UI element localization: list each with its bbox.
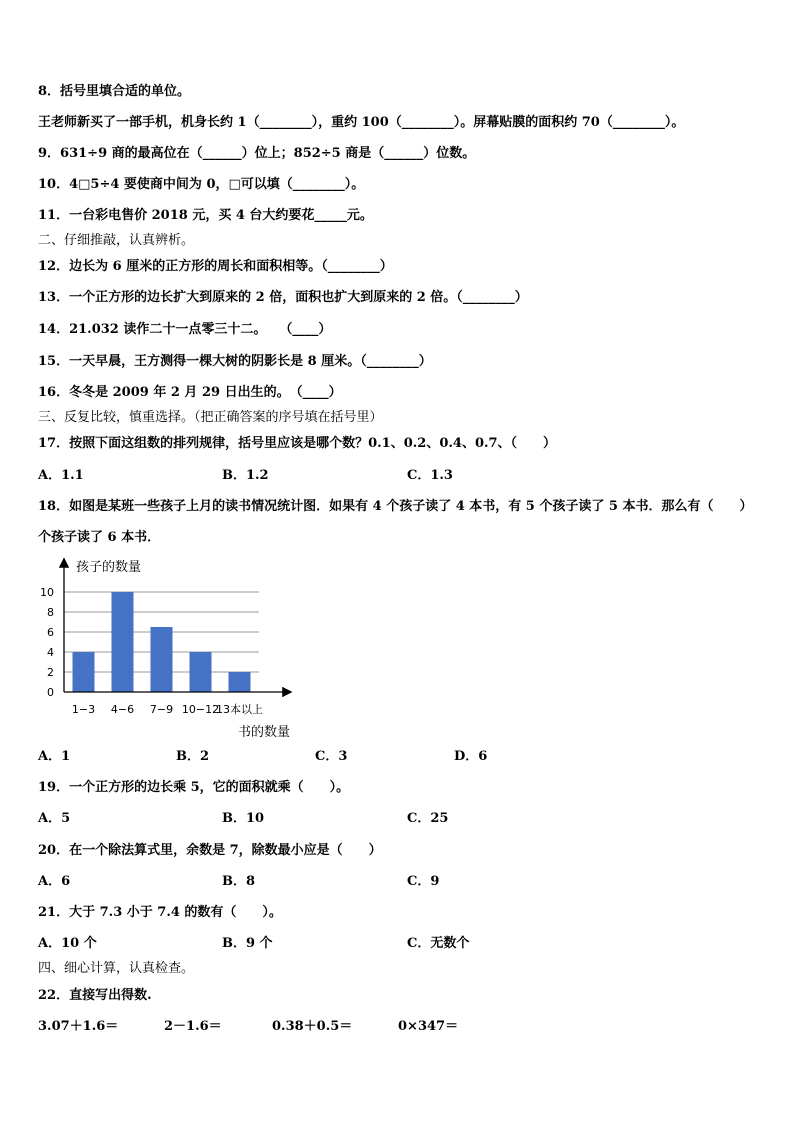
section-2-heading: 二、仔细推敲，认真辨析。 (38, 233, 195, 248)
q18-option-c: C．3 (315, 749, 348, 764)
calc-item: 2－1.6＝ (164, 1019, 222, 1034)
section-4-heading: 四、细心计算，认真检查。 (38, 961, 195, 976)
question-15: 15．一天早晨，王方测得一棵大树的阴影长是 8 厘米。（________） (38, 354, 432, 369)
calc-item: 3.07＋1.6＝ (38, 1019, 119, 1034)
section-3-heading: 三、反复比较，慎重选择。（把正确答案的序号填在括号里） (38, 410, 383, 425)
chart-bar (229, 672, 251, 692)
q18-option-a: A．1 (38, 749, 71, 764)
q21-option-c: C．无数个 (407, 936, 470, 951)
question-16: 16．冬冬是 2009 年 2 月 29 日出生的。 （____） (38, 385, 342, 400)
q19-option-a: A．5 (38, 811, 71, 826)
chart-bar (151, 627, 173, 692)
chart-y-tick-label: 10 (40, 586, 54, 599)
calc-item: 0.38＋0.5＝ (272, 1019, 353, 1034)
q18-option-b: B．2 (176, 749, 210, 764)
q20-option-c: C．9 (407, 874, 440, 889)
chart-y-tick-label: 4 (47, 646, 54, 659)
chart-x-tick-label: 7−9 (149, 703, 174, 716)
chart-y-tick-label: 0 (47, 686, 54, 699)
q18-option-d: D．6 (454, 749, 488, 764)
q19-option-c: C．25 (407, 811, 449, 826)
chart-x-ticks (72, 702, 263, 716)
chart-ylabel: 孩子的数量 (76, 560, 142, 575)
question-10: 10．4□5÷4 要使商中间为 0，□可以填（________）。 (38, 177, 365, 192)
question-19: 19．一个正方形的边长乘 5，它的面积就乘（ ）。 (38, 780, 350, 795)
question-13: 13．一个正方形的边长扩大到原来的 2 倍，面积也扩大到原来的 2 倍。（________） (38, 290, 528, 305)
chart-y-tick-label: 8 (47, 606, 54, 619)
question-18-line2: 个孩子读了 6 本书． (38, 530, 161, 545)
question-18-line1: 18．如图是某班一些孩子上月的读书情况统计图．如果有 4 个孩子读了 4 本书，有 5 个孩子读了 5 本书．那么有（ ） (38, 499, 753, 514)
calc-item: 0×347＝ (398, 1019, 459, 1034)
question-17: 17．按照下面这组数的排列规律，括号里应该是哪个数？0.1、0.2、0.4、0.7、（ ） (38, 436, 557, 451)
q20-option-b: B．8 (222, 874, 256, 889)
q17-option-c: C．1.3 (407, 468, 453, 483)
question-14: 14．21.032 读作二十一点零三十二。 （____） (38, 322, 332, 337)
chart-x-tick-label: 4−6 (110, 703, 135, 716)
chart-bar (190, 652, 212, 692)
chart-x-tick-label: 13本以上 (216, 703, 263, 716)
question-9: 9．631÷9 商的最高位在（______）位上；852÷5 商是（______）位数。 (38, 146, 476, 161)
chart-y-tick-label: 2 (47, 666, 54, 679)
question-22: 22．直接写出得数. (38, 988, 152, 1003)
chart-bar (73, 652, 95, 692)
bar-chart (36, 552, 316, 744)
q20-option-a: A．6 (38, 874, 71, 889)
question-21: 21．大于 7.3 小于 7.4 的数有（ ）。 (38, 905, 282, 920)
chart-y-tick-label: 6 (47, 626, 54, 639)
chart-bars (73, 592, 251, 692)
q21-option-a: A．10 个 (38, 936, 97, 951)
q19-option-b: B．10 (222, 811, 265, 826)
chart-bar (112, 592, 134, 692)
chart-x-tick-label: 1−3 (71, 703, 96, 716)
chart-y-ticks (40, 586, 54, 699)
question-11: 11．一台彩电售价 2018 元，买 4 台大约要花_____元。 (38, 208, 373, 223)
question-8-title: 8．括号里填合适的单位。 (38, 84, 191, 99)
chart-xlabel: 书的数量 (238, 725, 291, 740)
question-20: 20．在一个除法算式里，余数是 7，除数最小应是（ ） (38, 843, 382, 858)
question-12: 12．边长为 6 厘米的正方形的周长和面积相等。（________） (38, 259, 393, 274)
question-8-body: 王老师新买了一部手机，机身长约 1（________），重约 100（________）。屏幕贴膜的面积约 70（________）。 (38, 115, 685, 130)
q17-option-a: A．1.1 (38, 468, 84, 483)
q17-option-b: B．1.2 (222, 468, 269, 483)
chart-x-tick-label: 10−12 (181, 703, 220, 716)
q21-option-b: B．9 个 (222, 936, 273, 951)
